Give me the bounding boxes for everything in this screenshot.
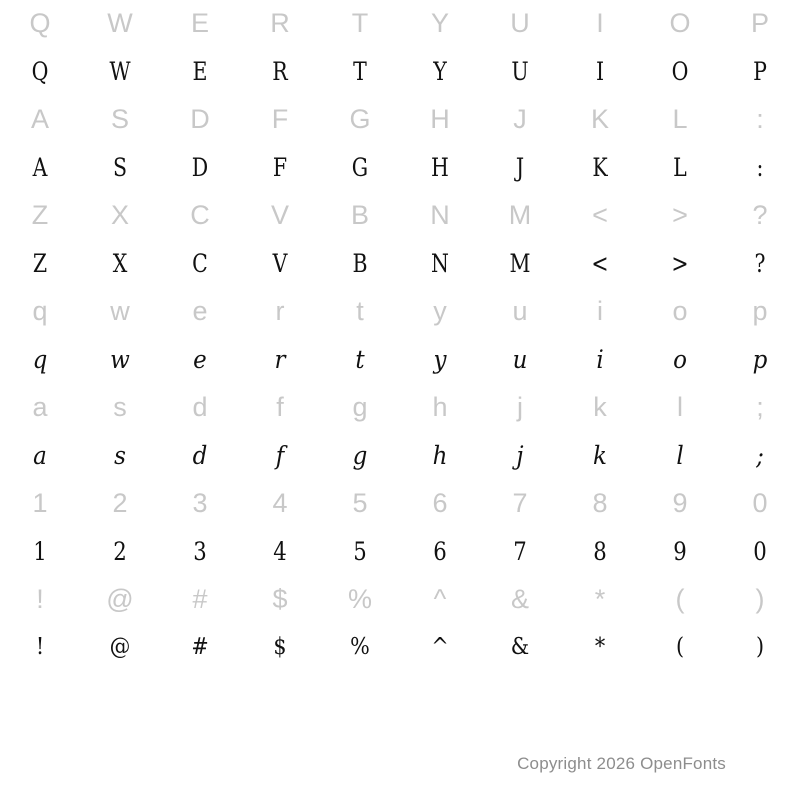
glyph-cell: Z bbox=[31, 199, 49, 230]
glyph-cell: 6 bbox=[432, 487, 448, 518]
glyph-cell: 5 bbox=[352, 487, 368, 518]
glyph-cell: D bbox=[190, 103, 210, 134]
glyph-row-specimen bbox=[0, 142, 800, 192]
glyph-cell: t bbox=[356, 295, 364, 326]
glyph-row-specimen bbox=[0, 526, 800, 576]
glyph-cell: p bbox=[752, 344, 768, 374]
glyph-cell: N bbox=[431, 248, 449, 278]
glyph-cell: A bbox=[32, 152, 48, 182]
glyph-cell: R bbox=[272, 56, 288, 86]
glyph-cell: E bbox=[192, 56, 208, 86]
glyph-cell: y bbox=[433, 295, 447, 326]
glyph-row-specimen bbox=[0, 334, 800, 384]
glyph-cell: s bbox=[113, 391, 127, 422]
glyph-cell: Q bbox=[31, 56, 49, 86]
glyph-cell: P bbox=[750, 7, 769, 38]
glyph-cell: i bbox=[597, 295, 603, 326]
glyph-cell: 8 bbox=[592, 487, 608, 518]
glyph-cell: C bbox=[190, 199, 210, 230]
glyph-cell: K bbox=[590, 103, 609, 134]
glyph-cell: 3 bbox=[192, 487, 208, 518]
glyph-cell: $ bbox=[273, 633, 287, 660]
glyph-cell: > bbox=[671, 248, 689, 278]
glyph-cell: F bbox=[271, 103, 289, 134]
glyph-cell: # bbox=[192, 583, 208, 614]
glyph-cell: U bbox=[511, 56, 529, 86]
glyph-cell: ! bbox=[35, 633, 45, 660]
glyph-cell: 0 bbox=[753, 536, 767, 566]
glyph-cell: & bbox=[510, 583, 529, 614]
glyph-cell: j bbox=[517, 391, 523, 422]
glyph-cell: V bbox=[272, 248, 288, 278]
glyph-cell: 2 bbox=[112, 487, 128, 518]
glyph-cell: P bbox=[753, 56, 767, 86]
glyph-row-specimen bbox=[0, 430, 800, 480]
glyph-cell: ( bbox=[675, 583, 685, 614]
glyph-cell: u bbox=[512, 295, 528, 326]
glyph-cell: O bbox=[669, 7, 691, 38]
glyph-cell: ; bbox=[756, 391, 764, 422]
glyph-cell: X bbox=[110, 199, 129, 230]
glyph-cell: w bbox=[110, 344, 130, 374]
glyph-cell: w bbox=[110, 295, 130, 326]
glyph-cell: h bbox=[432, 440, 448, 470]
glyph-cell: E bbox=[190, 7, 209, 38]
glyph-cell: J bbox=[515, 152, 525, 182]
glyph-cell: 4 bbox=[272, 487, 288, 518]
glyph-cell: f bbox=[276, 391, 284, 422]
glyph-cell: t bbox=[355, 344, 365, 374]
glyph-cell: @ bbox=[106, 583, 134, 614]
glyph-cell: N bbox=[430, 199, 450, 230]
glyph-cell: k bbox=[593, 391, 607, 422]
glyph-cell: < bbox=[592, 199, 608, 230]
glyph-cell: W bbox=[107, 7, 133, 38]
glyph-cell: O bbox=[671, 56, 689, 86]
glyph-cell: ? bbox=[752, 199, 768, 230]
glyph-cell: q bbox=[32, 344, 48, 374]
glyph-cell: r bbox=[275, 295, 285, 326]
glyph-cell: % bbox=[350, 633, 370, 660]
glyph-cell: f bbox=[275, 440, 285, 470]
glyph-cell: < bbox=[591, 248, 609, 278]
glyph-cell: R bbox=[270, 7, 290, 38]
glyph-cell: C bbox=[192, 248, 208, 278]
glyph-cell: k bbox=[593, 440, 607, 470]
glyph-cell: D bbox=[191, 152, 209, 182]
glyph-cell: $ bbox=[272, 583, 288, 614]
glyph-row-reference bbox=[0, 96, 800, 142]
glyph-cell: 9 bbox=[672, 487, 688, 518]
glyph-cell: > bbox=[672, 199, 688, 230]
glyph-cell: @ bbox=[109, 633, 131, 660]
glyph-row-reference bbox=[0, 384, 800, 430]
glyph-cell: 3 bbox=[193, 536, 207, 566]
glyph-cell: S bbox=[110, 103, 129, 134]
glyph-cell: X bbox=[112, 248, 128, 278]
glyph-cell: G bbox=[349, 103, 371, 134]
glyph-cell: ) bbox=[755, 633, 765, 660]
glyph-cell: 4 bbox=[273, 536, 287, 566]
glyph-cell: o bbox=[673, 344, 687, 374]
glyph-cell: ^ bbox=[433, 583, 447, 614]
glyph-cell: A bbox=[30, 103, 49, 134]
glyph-cell: U bbox=[510, 7, 530, 38]
glyph-cell: 1 bbox=[32, 487, 48, 518]
footer bbox=[0, 754, 800, 774]
glyph-cell: o bbox=[672, 295, 688, 326]
glyph-row-specimen bbox=[0, 238, 800, 288]
glyph-cell: T bbox=[351, 7, 369, 38]
glyph-cell: 9 bbox=[673, 536, 687, 566]
glyph-cell: Q bbox=[29, 7, 51, 38]
glyph-row-specimen bbox=[0, 46, 800, 96]
glyph-cell: * bbox=[594, 633, 606, 660]
glyph-cell: g bbox=[352, 391, 368, 422]
glyph-row-specimen bbox=[0, 622, 800, 672]
glyph-cell: 7 bbox=[513, 536, 527, 566]
glyph-cell: V bbox=[270, 199, 289, 230]
glyph-cell: g bbox=[352, 440, 368, 470]
glyph-cell: : bbox=[756, 152, 764, 182]
glyph-cell: * bbox=[594, 583, 606, 614]
glyph-cell: K bbox=[592, 152, 608, 182]
glyph-cell: a bbox=[33, 440, 47, 470]
glyph-cell: u bbox=[512, 344, 528, 374]
glyph-cell: h bbox=[432, 391, 448, 422]
glyph-cell: % bbox=[347, 583, 372, 614]
glyph-cell: 2 bbox=[113, 536, 127, 566]
glyph-cell: H bbox=[431, 152, 449, 182]
glyph-cell: l bbox=[677, 391, 683, 422]
glyph-cell: W bbox=[109, 56, 131, 86]
glyph-cell: 6 bbox=[433, 536, 447, 566]
glyph-cell: B bbox=[350, 199, 369, 230]
glyph-cell: s bbox=[114, 440, 126, 470]
glyph-cell: 1 bbox=[33, 536, 47, 566]
glyph-cell: S bbox=[112, 152, 128, 182]
glyph-cell: p bbox=[752, 295, 768, 326]
glyph-cell: F bbox=[272, 152, 288, 182]
glyph-cell: 7 bbox=[512, 487, 528, 518]
glyph-cell: # bbox=[191, 633, 209, 660]
glyph-row-reference bbox=[0, 0, 800, 46]
glyph-cell: r bbox=[274, 344, 286, 374]
glyph-cell: 0 bbox=[752, 487, 768, 518]
glyph-cell: y bbox=[433, 344, 447, 374]
glyph-cell: L bbox=[673, 152, 687, 182]
glyph-cell: 8 bbox=[593, 536, 607, 566]
glyph-cell: i bbox=[596, 344, 604, 374]
glyph-cell: 5 bbox=[353, 536, 367, 566]
glyph-cell: M bbox=[509, 248, 531, 278]
glyph-cell: Z bbox=[32, 248, 48, 278]
glyph-cell: d bbox=[192, 440, 208, 470]
glyph-cell: J bbox=[513, 103, 527, 134]
glyph-cell: ; bbox=[756, 440, 764, 470]
glyph-row-reference bbox=[0, 288, 800, 334]
glyph-cell: I bbox=[596, 7, 604, 38]
glyph-cell: l bbox=[676, 440, 684, 470]
glyph-cell: H bbox=[430, 103, 450, 134]
glyph-row-reference bbox=[0, 480, 800, 526]
glyph-cell: ) bbox=[755, 583, 765, 614]
glyph-cell: : bbox=[756, 103, 764, 134]
glyph-cell: ( bbox=[675, 633, 685, 660]
glyph-cell: L bbox=[672, 103, 688, 134]
glyph-cell: ? bbox=[754, 248, 766, 278]
glyph-cell: d bbox=[192, 391, 208, 422]
glyph-cell: Y bbox=[430, 7, 449, 38]
glyph-cell: j bbox=[516, 440, 524, 470]
glyph-row-reference bbox=[0, 576, 800, 622]
glyph-cell: e bbox=[192, 295, 208, 326]
glyph-cell: a bbox=[32, 391, 48, 422]
glyph-cell: T bbox=[353, 56, 367, 86]
glyph-cell: ^ bbox=[431, 633, 449, 660]
glyph-cell: & bbox=[510, 633, 530, 660]
glyph-cell: M bbox=[508, 199, 532, 230]
glyph-cell: e bbox=[193, 344, 207, 374]
copyright-text: Copyright 2026 OpenFonts bbox=[517, 754, 726, 773]
glyph-cell: I bbox=[595, 56, 605, 86]
glyph-cell: B bbox=[352, 248, 368, 278]
glyph-row-reference bbox=[0, 192, 800, 238]
glyph-cell: q bbox=[32, 295, 48, 326]
glyph-cell: ! bbox=[36, 583, 44, 614]
glyph-cell: G bbox=[351, 152, 369, 182]
glyph-cell: Y bbox=[433, 56, 447, 86]
